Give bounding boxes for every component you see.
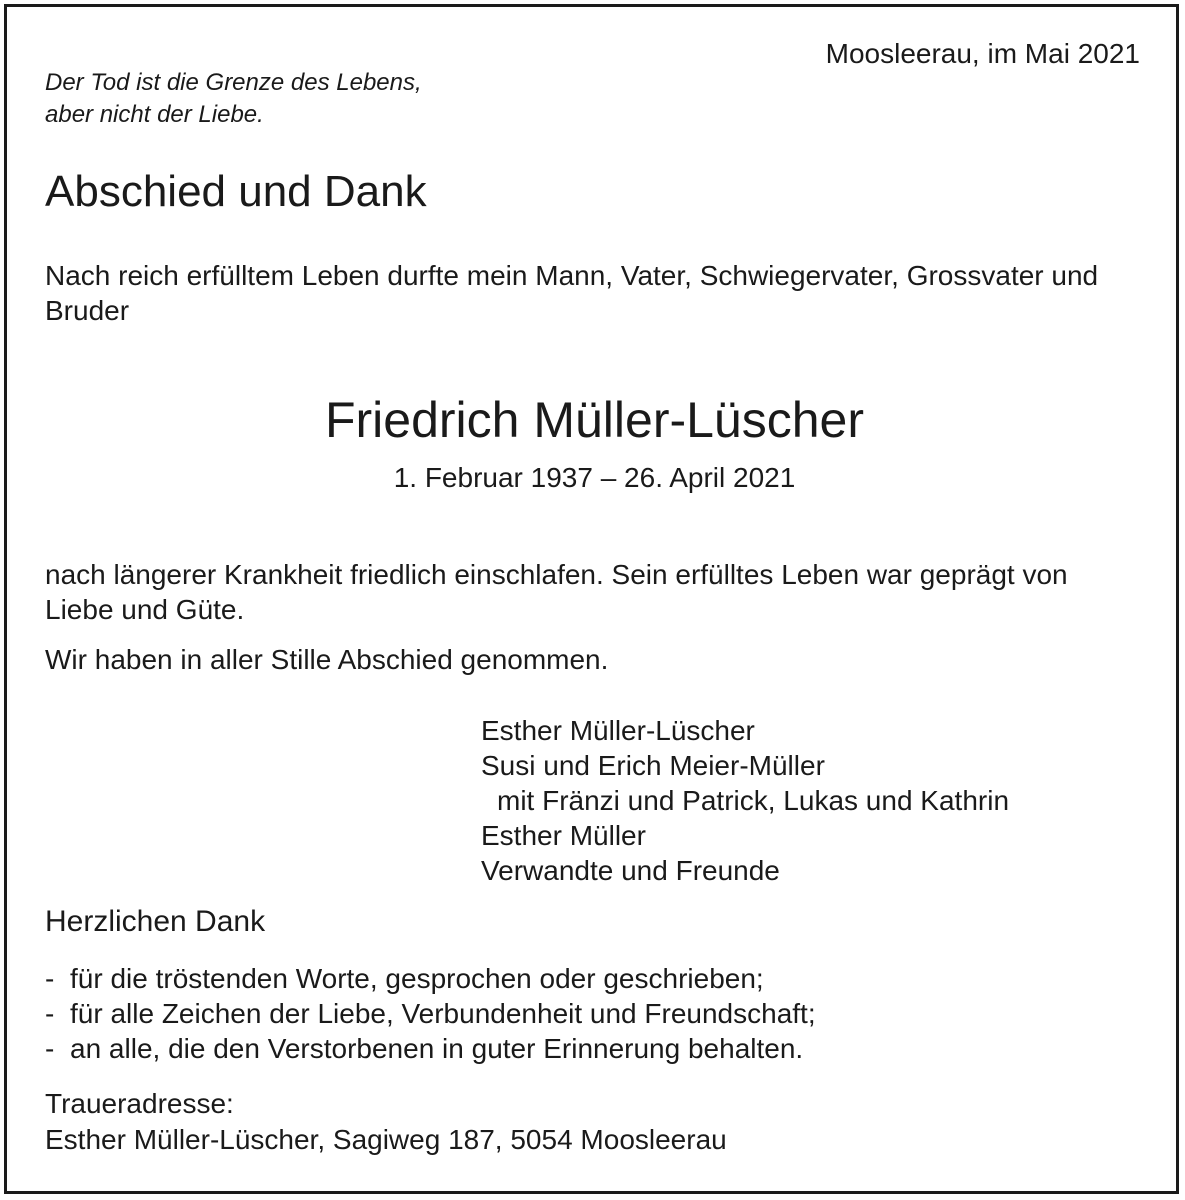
thanks-list (45, 961, 816, 1066)
motto-line: Der Tod ist die Grenze des Lebens, (45, 69, 422, 96)
life-dates: 1. Februar 1937 – 26. April 2021 (393, 462, 796, 493)
deceased-name: Friedrich Müller-Lüscher (324, 392, 865, 448)
place-date: Moosleerau, im Mai 2021 (825, 38, 1140, 69)
body-paragraph: nach längerer Krankheit friedlich einschlafen. Sein erfülltes Leben war geprägt von Liebe und Güte. (45, 559, 1068, 625)
thanks-item (45, 996, 816, 1031)
intro-paragraph: Nach reich erfülltem Leben durfte mein Mann, Vater, Schwiegervater, Grossvater und Bruder (45, 260, 1099, 326)
notice-heading: Abschied und Dank (45, 167, 427, 216)
bullet-dash: - (45, 963, 55, 994)
thanks-item-text: an alle, die den Verstorbenen in guter Erinnerung behalten. (70, 1033, 804, 1064)
obituary-notice (4, 4, 1179, 1194)
thanks-item-text: für die tröstenden Worte, gesprochen oder geschrieben; (70, 963, 764, 994)
bullet-dash: - (45, 1033, 55, 1064)
thanks-item-text: für alle Zeichen der Liebe, Verbundenheit und Freundschaft; (70, 998, 816, 1029)
body-paragraph: Wir haben in aller Stille Abschied genommen. (45, 644, 609, 675)
mourner-line: mit Fränzi und Patrick, Lukas und Kathrin (497, 785, 1010, 816)
mourner-line: Susi und Erich Meier-Müller (481, 750, 825, 781)
address-label: Traueradresse: (45, 1088, 234, 1119)
mourner-line: Verwandte und Freunde (481, 855, 780, 886)
bullet-dash: - (45, 998, 55, 1029)
mourner-line: Esther Müller (481, 820, 646, 851)
motto-line: aber nicht der Liebe. (45, 101, 264, 128)
thanks-item (45, 961, 816, 996)
mourning-address: Esther Müller-Lüscher, Sagiweg 187, 5054 Moosleerau (45, 1124, 727, 1155)
mourners-list (481, 713, 1009, 888)
motto-quote (45, 67, 565, 131)
mourner-line: Esther Müller-Lüscher (481, 715, 755, 746)
thanks-title: Herzlichen Dank (45, 905, 266, 938)
thanks-item (45, 1031, 816, 1066)
